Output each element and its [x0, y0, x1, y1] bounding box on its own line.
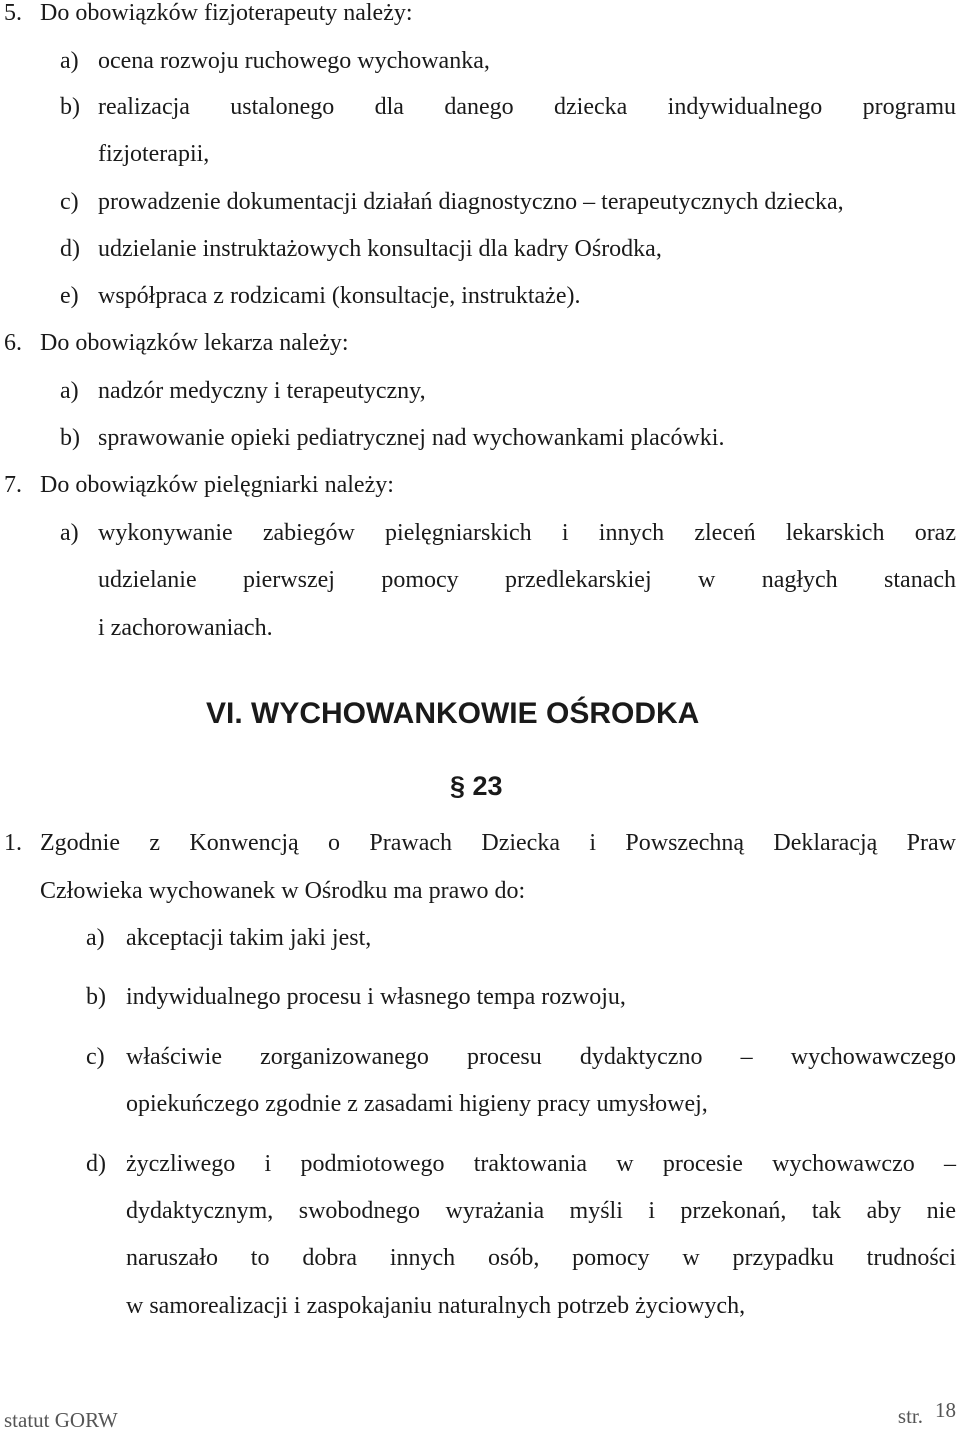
- section-6-item-b-text: sprawowanie opieki pediatrycznej nad wychowankami placówki.: [98, 425, 725, 451]
- footer-page-number: 18: [935, 1398, 956, 1422]
- point-1-item-b-label: b): [86, 984, 106, 1010]
- point-1-item-a-text: akceptacji takim jaki jest,: [126, 925, 372, 951]
- section-7-item-a-label: a): [60, 520, 79, 546]
- chapter-title: VI. WYCHOWANKOWIE OŚRODKA: [206, 697, 700, 730]
- section-7-item-a-cont2: i zachorowaniach.: [98, 615, 273, 641]
- point-1-item-d-text: życzliwego i podmiotowego traktowania w procesie wychowawczo –: [126, 1151, 956, 1177]
- section-6-title: Do obowiązków lekarza należy:: [40, 330, 349, 356]
- section-7-number: 7.: [4, 472, 22, 498]
- point-1-item-b-text: indywidualnego procesu i własnego tempa rozwoju,: [126, 984, 626, 1010]
- section-5-item-a-text: ocena rozwoju ruchowego wychowanka,: [98, 48, 490, 74]
- paragraph-number: § 23: [450, 771, 503, 801]
- section-5-item-a-label: a): [60, 48, 79, 74]
- section-7-item-a-text: wykonywanie zabiegów pielęgniarskich i innych zleceń lekarskich oraz: [98, 520, 956, 546]
- section-5-item-c-text: prowadzenie dokumentacji działań diagnostyczno – terapeutycznych dziecka,: [98, 189, 844, 215]
- section-5-item-b-label: b): [60, 94, 80, 120]
- point-1-item-c-label: c): [86, 1044, 105, 1070]
- section-7-title: Do obowiązków pielęgniarki należy:: [40, 472, 394, 498]
- point-1-item-d-label: d): [86, 1151, 106, 1177]
- section-5-item-e-text: współpraca z rodzicami (konsultacje, instruktaże).: [98, 283, 581, 309]
- section-6-item-a-label: a): [60, 378, 79, 404]
- section-5-number: 5.: [4, 0, 22, 26]
- point-1-number: 1.: [4, 830, 22, 856]
- section-7-item-a-cont: udzielanie pierwszej pomocy przedlekarskiej w nagłych stanach: [98, 567, 956, 593]
- point-1-item-d-cont: dydaktycznym, swobodnego wyrażania myśli i przekonań, tak aby nie: [126, 1198, 956, 1224]
- point-1-item-c-text: właściwie zorganizowanego procesu dydaktyczno – wychowawczego: [126, 1044, 956, 1070]
- footer-page-indicator: [897, 1398, 956, 1428]
- section-5-title: Do obowiązków fizjoterapeuty należy:: [40, 0, 413, 26]
- section-5-item-b-text: realizacja ustalonego dla danego dziecka indywidualnego programu: [98, 94, 956, 120]
- section-6-item-a-text: nadzór medyczny i terapeutyczny,: [98, 378, 426, 404]
- section-5-item-d-text: udzielanie instruktażowych konsultacji dla kadry Ośrodka,: [98, 236, 662, 262]
- section-5-item-d-label: d): [60, 236, 80, 262]
- section-6-item-b-label: b): [60, 425, 80, 451]
- point-1-line-2: Człowieka wychowanek w Ośrodku ma prawo do:: [40, 878, 526, 904]
- footer-page-label: str.: [897, 1404, 923, 1428]
- footer-document-name: statut GORW: [4, 1408, 118, 1432]
- point-1-item-d-cont3: w samorealizacji i zaspokajaniu naturalnych potrzeb życiowych,: [126, 1293, 746, 1319]
- section-5-item-b-cont: fizjoterapii,: [98, 141, 210, 167]
- section-5-item-c-label: c): [60, 189, 79, 215]
- section-6-number: 6.: [4, 330, 22, 356]
- point-1-item-d-cont2: naruszało to dobra innych osób, pomocy w przypadku trudności: [126, 1245, 956, 1271]
- point-1-item-a-label: a): [86, 925, 105, 951]
- point-1-item-c-cont: opiekuńczego zgodnie z zasadami higieny pracy umysłowej,: [126, 1091, 708, 1117]
- point-1-line-1: Zgodnie z Konwencją o Prawach Dziecka i Powszechną Deklaracją Praw: [40, 830, 956, 856]
- section-5-item-e-label: e): [60, 283, 79, 309]
